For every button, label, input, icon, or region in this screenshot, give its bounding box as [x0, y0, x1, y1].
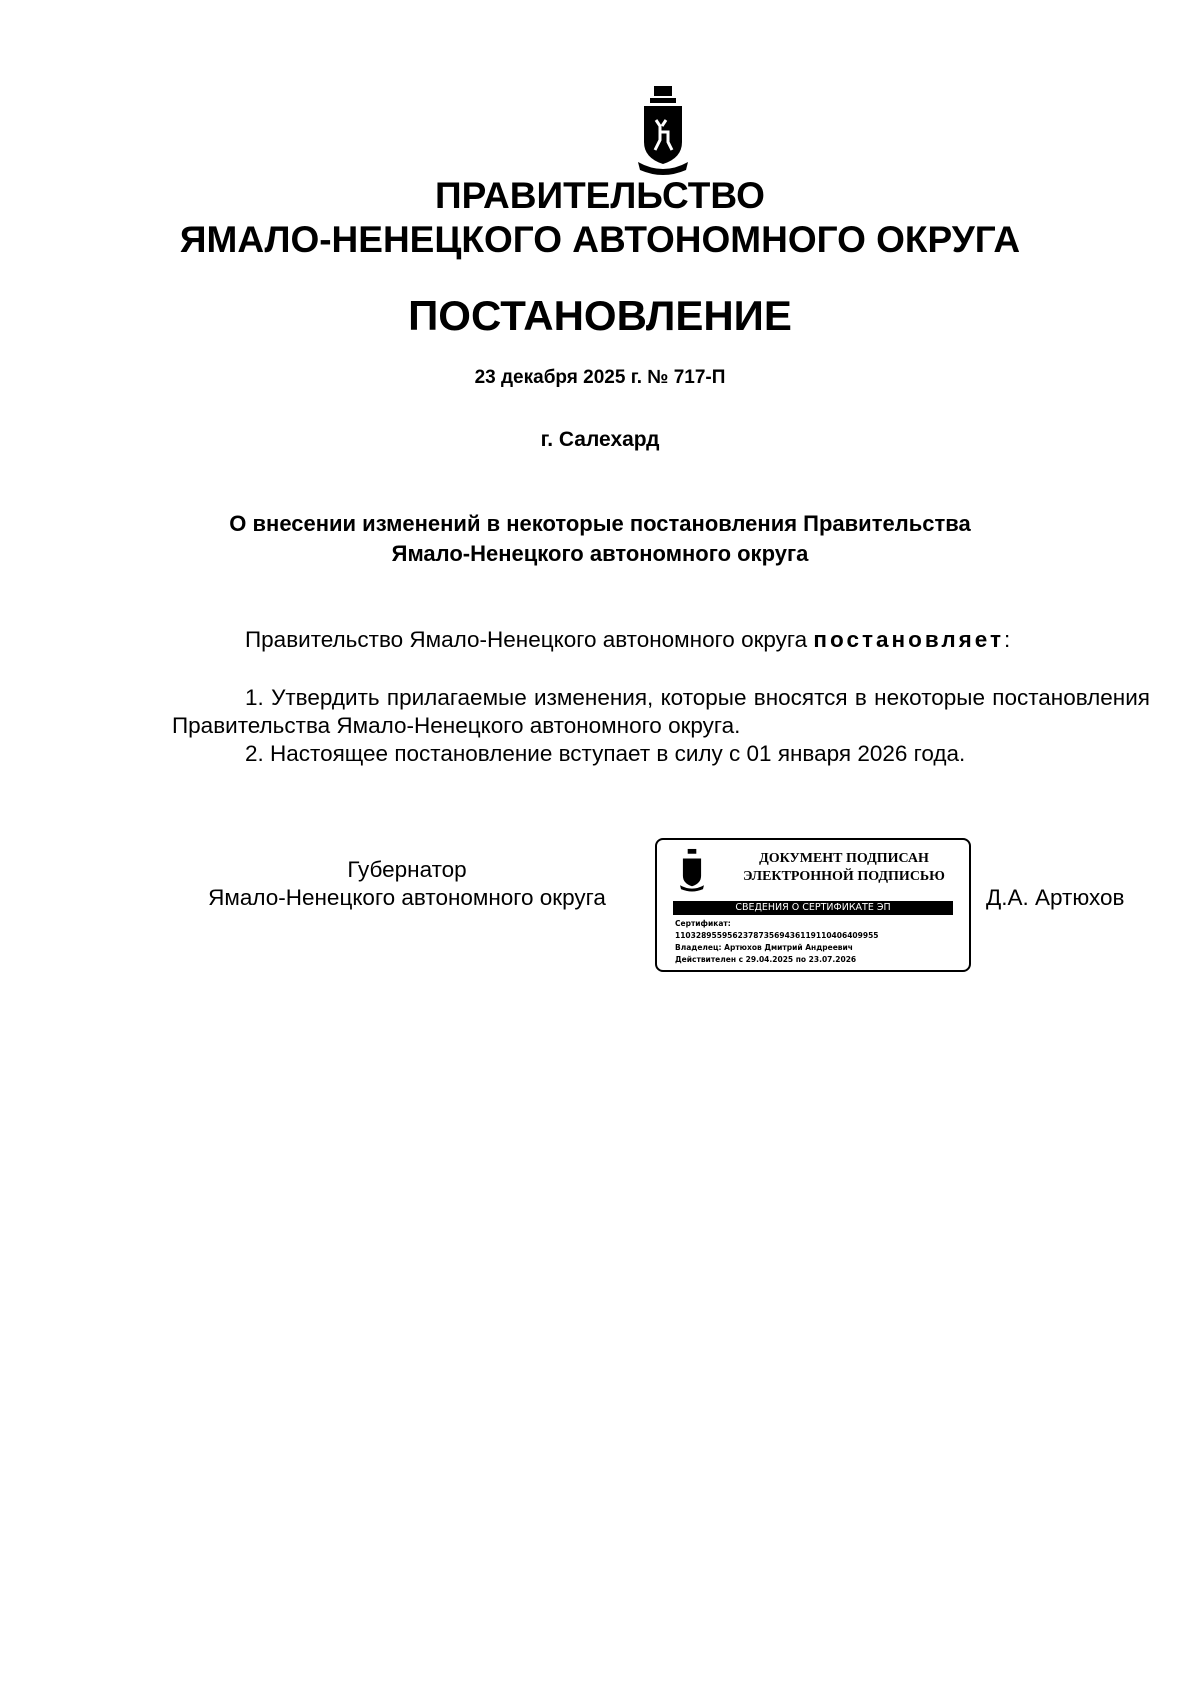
preamble-bold: постановляет [813, 627, 1005, 652]
stamp-emblem-icon [677, 848, 707, 892]
stamp-title [729, 850, 959, 886]
cert-number: 110328955956237873569436119110406409955 [675, 931, 879, 940]
position-line2: Ямало-Ненецкого автономного округа [208, 885, 606, 910]
cert-validity: Действителен с 29.04.2025 по 23.07.2026 [675, 955, 857, 964]
cert-label: Сертификат: [675, 919, 731, 928]
signatory-name: Д.А. Артюхов [986, 885, 1125, 910]
item-2: 2. Настоящее постановление вступает в силу с 01 января 2026 года. [245, 741, 966, 766]
org-name-line2: ЯМАЛО-НЕНЕЦКОГО АВТОНОМНОГО ОКРУГА [179, 219, 1021, 260]
preamble [172, 626, 1150, 654]
coat-of-arms-icon [636, 84, 690, 176]
preamble-end: : [1004, 627, 1011, 652]
item-1: 1. Утвердить прилагаемые изменения, которые вносятся в некоторые постановления Правительства Ямало-Ненецкого автономного округа. [172, 685, 1150, 738]
document-type: ПОСТАНОВЛЕНИЕ [408, 292, 792, 339]
title-line2: Ямало-Ненецкого автономного округа [391, 541, 809, 566]
city: г. Салехард [540, 428, 660, 451]
cert-owner: Владелец: Артюхов Дмитрий Андреевич [675, 943, 853, 952]
stamp-title-line1: ДОКУМЕНТ ПОДПИСАН [759, 851, 929, 866]
signatory-position [172, 856, 642, 912]
position-line1: Губернатор [347, 857, 467, 882]
electronic-signature-stamp [655, 838, 971, 972]
org-name-line1: ПРАВИТЕЛЬСТВО [435, 175, 765, 216]
stamp-bar: СВЕДЕНИЯ О СЕРТИФИКАТЕ ЭП [673, 901, 953, 915]
stamp-title-line2: ЭЛЕКТРОННОЙ ПОДПИСЬЮ [743, 869, 945, 884]
document-title [0, 509, 1200, 569]
preamble-text: Правительство Ямало-Ненецкого автономного округа [245, 627, 814, 652]
date-number: 23 декабря 2025 г. № 717-П [474, 367, 726, 388]
title-line1: О внесении изменений в некоторые постановления Правительства [229, 511, 971, 536]
